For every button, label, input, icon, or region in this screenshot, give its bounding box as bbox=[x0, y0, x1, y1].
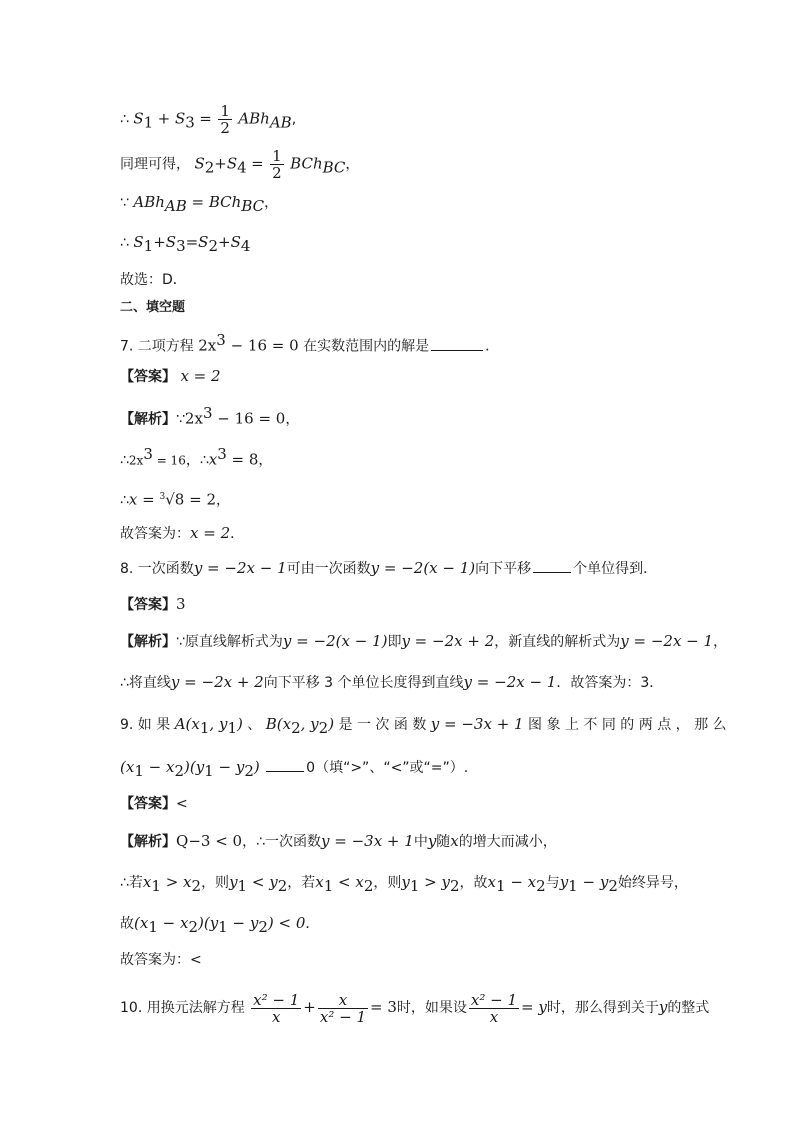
math-y: y bbox=[658, 998, 668, 1016]
math-product: − y bbox=[213, 758, 245, 776]
analysis-text: 始终异号， bbox=[617, 875, 688, 891]
analysis-text: ．故答案为：3． bbox=[556, 675, 664, 691]
q8-answer bbox=[120, 594, 186, 615]
therefore-symbol: ∴ bbox=[120, 235, 129, 251]
answer-label: 【答案】 bbox=[120, 369, 176, 385]
subscript: 1 bbox=[134, 761, 144, 780]
math-product: ) bbox=[253, 758, 260, 776]
superscript: 3 bbox=[217, 445, 227, 463]
subscript: 4 bbox=[237, 158, 247, 177]
analysis-text: ，则 bbox=[201, 875, 230, 891]
math-s: S bbox=[194, 154, 205, 173]
math-product: − y bbox=[227, 914, 259, 932]
because-symbol: ∵ bbox=[176, 411, 185, 428]
math-point-a: ) bbox=[236, 715, 243, 733]
answer-label: 【答案】 bbox=[120, 796, 176, 812]
subscript: 2 bbox=[363, 876, 374, 895]
math-line: y = −2x − 1 bbox=[463, 673, 557, 691]
math-line-1: y = −2x − 1 bbox=[193, 559, 287, 577]
subscript-ab: AB bbox=[269, 113, 292, 132]
math-plus-s: +S bbox=[214, 154, 238, 173]
math-x-eq-2: x = 2 bbox=[190, 524, 231, 542]
analysis-text: 即 bbox=[387, 634, 402, 650]
analysis-text: 的增大而减小， bbox=[458, 834, 557, 850]
math-product: − x bbox=[157, 914, 189, 932]
question-9-line-2 bbox=[120, 757, 468, 781]
subscript: 2 bbox=[191, 876, 202, 895]
math-x1: x bbox=[315, 873, 324, 891]
line-s2-s4 bbox=[120, 148, 359, 181]
math-2x: 2x bbox=[128, 453, 144, 468]
therefore-symbol: ∴ bbox=[120, 111, 129, 128]
math-abh: ABh bbox=[238, 109, 270, 128]
analysis-label: 【解析】 bbox=[120, 411, 176, 428]
q7-answer bbox=[120, 366, 221, 387]
subscript-bc: BC bbox=[241, 196, 265, 215]
math-gt-x2: > x bbox=[160, 873, 192, 891]
question-7 bbox=[120, 330, 499, 357]
answer-value: x = 2 bbox=[180, 367, 221, 385]
subscript: 1 bbox=[143, 113, 154, 132]
therefore-symbol: ∴ bbox=[120, 492, 129, 509]
math-x1: x bbox=[487, 873, 497, 891]
fraction-numerator: 1 bbox=[220, 102, 230, 120]
question-9-text: 是 一 次 函 数 bbox=[338, 717, 427, 733]
question-8-text: 个单位得到． bbox=[573, 561, 658, 577]
subscript: 1 bbox=[568, 876, 578, 895]
fraction-2 bbox=[318, 992, 368, 1025]
math-minus-16: − 16 = 0 bbox=[212, 409, 286, 428]
q7-analysis-2 bbox=[120, 444, 272, 471]
text-similarly: 同理可得， bbox=[120, 156, 190, 173]
because-symbol: ∵ bbox=[120, 195, 129, 211]
math-x-eq: x = bbox=[128, 490, 160, 509]
punctuation: ， bbox=[345, 156, 360, 173]
subscript: 3 bbox=[176, 236, 186, 255]
math-s: S bbox=[133, 233, 144, 251]
math-line: y = −3x + 1 bbox=[430, 715, 524, 733]
question-10-text: 时，那么得到关于 bbox=[546, 1000, 659, 1016]
subscript: 2 bbox=[244, 761, 254, 780]
question-9 bbox=[120, 714, 727, 738]
math-product: )(y bbox=[197, 914, 219, 932]
math-point-b: B(x bbox=[265, 715, 292, 733]
answer-blank bbox=[533, 558, 571, 573]
q7-analysis-4 bbox=[120, 523, 244, 544]
math-eq-8: = 8 bbox=[226, 450, 259, 469]
question-8-text: 可由一次函数 bbox=[286, 561, 371, 577]
answer-label: 【答案】 bbox=[120, 597, 176, 613]
subscript: 1 bbox=[151, 876, 161, 895]
question-10-prefix: 10. 用换元法解方程 bbox=[120, 1000, 245, 1016]
subscript: 1 bbox=[204, 761, 214, 780]
math-point-b: ) bbox=[328, 715, 335, 733]
fraction-denominator: x bbox=[272, 1007, 281, 1026]
punctuation: ， bbox=[264, 195, 279, 211]
math-line: y = −2x − 1 bbox=[620, 632, 714, 650]
text-answer-is: 故答案为： bbox=[120, 526, 190, 542]
therefore-symbol: ∴ bbox=[120, 452, 129, 469]
math-point-a: , y bbox=[209, 715, 228, 733]
fraction-numerator: x² − 1 bbox=[470, 990, 518, 1009]
math-y: y bbox=[427, 832, 437, 850]
subscript: 1 bbox=[227, 718, 237, 737]
subscript: 2 bbox=[174, 761, 184, 780]
subscript: 2 bbox=[277, 876, 288, 895]
analysis-text: 随 bbox=[436, 834, 451, 850]
punctuation: , bbox=[291, 111, 297, 128]
q8-analysis-1 bbox=[120, 631, 727, 652]
math-plus-s: +S bbox=[218, 233, 241, 251]
subscript: 2 bbox=[450, 876, 460, 895]
math-inequality: −3 < 0 bbox=[188, 832, 243, 850]
line-s1-s3 bbox=[120, 103, 296, 136]
question-10-text: 的整式 bbox=[667, 1000, 710, 1016]
math-2x: 2x bbox=[198, 336, 217, 355]
punctuation: ， bbox=[258, 452, 273, 469]
subscript: 2 bbox=[318, 718, 329, 737]
analysis-text: 故 bbox=[120, 916, 134, 932]
cube-root: √8 bbox=[165, 490, 185, 509]
fraction-numerator: x² − 1 bbox=[253, 990, 300, 1009]
math-bch: BCh bbox=[290, 154, 323, 173]
subscript: 1 bbox=[496, 876, 506, 895]
fraction-denominator: 2 bbox=[220, 119, 230, 137]
analysis-label: 【解析】 bbox=[120, 634, 176, 650]
math-line: y = −2x + 2 bbox=[170, 673, 264, 691]
math-equals: = bbox=[251, 154, 264, 173]
math-product: (x bbox=[134, 914, 149, 932]
math-2x: 2x bbox=[184, 409, 203, 428]
math-x1: x bbox=[142, 873, 152, 891]
punctuation: ， bbox=[216, 492, 230, 509]
question-7-prefix: 7. 二项方程 bbox=[120, 338, 194, 355]
question-8-prefix: 8. 一次函数 bbox=[120, 561, 194, 577]
math-minus-16: − 16 = 0 bbox=[225, 336, 299, 355]
separator: 、 bbox=[247, 717, 262, 733]
math-eq-3: = 3 bbox=[370, 998, 397, 1016]
math-equals: = bbox=[199, 109, 212, 128]
analysis-text: 中 bbox=[413, 834, 428, 850]
math-minus-x2: − x bbox=[505, 873, 537, 891]
question-9-text: 0（填“>”、“<”或“=”）. bbox=[306, 760, 469, 776]
fraction-half bbox=[270, 148, 284, 181]
math-line: y = −3x + 1 bbox=[321, 832, 414, 850]
answer-blank bbox=[266, 757, 304, 772]
q7-analysis-1 bbox=[120, 403, 299, 430]
question-8-text: 向下平移 bbox=[475, 561, 532, 577]
math-line: y = −2(x − 1) bbox=[282, 632, 388, 650]
math-minus-y2: − y bbox=[577, 873, 609, 891]
subscript: 2 bbox=[536, 876, 546, 895]
math-plus-s: +S bbox=[153, 233, 177, 251]
analysis-text: 与 bbox=[545, 875, 560, 891]
math-y1: y bbox=[229, 873, 238, 891]
fraction-half bbox=[218, 103, 232, 136]
answer-value: < bbox=[176, 796, 188, 812]
subscript: 1 bbox=[199, 718, 210, 737]
subscript: 1 bbox=[148, 917, 158, 936]
fraction-denominator: 2 bbox=[272, 164, 282, 182]
math-eq-y: = y bbox=[521, 998, 547, 1016]
math-eq-s: =S bbox=[185, 233, 209, 251]
punctuation: ． bbox=[230, 526, 245, 542]
q9-answer bbox=[120, 794, 188, 814]
analysis-text: ∵原直线解析式为 bbox=[176, 634, 283, 650]
subscript: 2 bbox=[608, 876, 618, 895]
math-product: ) < 0 bbox=[267, 914, 306, 932]
analysis-label: 【解析】 bbox=[120, 834, 176, 850]
math-eq-bch: = BCh bbox=[186, 193, 242, 211]
math-line-2: y = −2(x − 1) bbox=[370, 559, 476, 577]
analysis-text: 向下平移 3 个单位长度得到直线 bbox=[263, 675, 464, 691]
section-heading: 二、填空题 bbox=[120, 300, 186, 315]
q9-analysis-4: 故答案为：< bbox=[120, 952, 202, 968]
subscript: 4 bbox=[240, 236, 251, 255]
line-conclusion bbox=[120, 232, 250, 256]
subscript: 2 bbox=[188, 917, 198, 936]
math-point-b: , y bbox=[300, 715, 319, 733]
math-eq-16: = 16 bbox=[152, 453, 186, 468]
math-point-a: A(x bbox=[174, 715, 200, 733]
math-line: y = −2x + 2 bbox=[401, 632, 495, 650]
punctuation: ， bbox=[713, 634, 728, 650]
math-y1: y bbox=[401, 873, 410, 891]
fraction-numerator: 1 bbox=[272, 147, 282, 165]
punctuation: ． bbox=[305, 916, 320, 932]
q9-analysis-3 bbox=[120, 913, 319, 937]
answer-choice-line: 故选：D． bbox=[120, 272, 187, 288]
fraction-numerator: x bbox=[318, 992, 368, 1009]
analysis-text: ∴将直线 bbox=[120, 675, 171, 691]
question-9-prefix: 9. 如 果 bbox=[120, 717, 171, 733]
math-gt-y2: > y bbox=[419, 873, 450, 891]
question-8 bbox=[120, 558, 657, 579]
question-10-text: 时，如果设 bbox=[396, 1000, 467, 1016]
fraction-3 bbox=[469, 992, 519, 1025]
subscript: 1 bbox=[323, 876, 334, 895]
subscript-ab: AB bbox=[164, 196, 187, 215]
q8-analysis-2 bbox=[120, 672, 663, 693]
math-product: )(y bbox=[183, 758, 205, 776]
analysis-text: ，故 bbox=[459, 875, 488, 891]
fraction-denominator: x² − 1 bbox=[319, 1007, 366, 1026]
subscript: 2 bbox=[258, 917, 268, 936]
subscript: 1 bbox=[218, 917, 228, 936]
q9-analysis-1 bbox=[120, 831, 557, 852]
subscript: 1 bbox=[409, 876, 420, 895]
math-lt-y2: < y bbox=[247, 873, 278, 891]
punctuation: ， bbox=[285, 411, 300, 428]
superscript: 3 bbox=[143, 445, 153, 463]
analysis-text: ，新直线的解析式为 bbox=[494, 634, 621, 650]
q9-analysis-2 bbox=[120, 872, 688, 896]
analysis-text: ，∴一次函数 bbox=[242, 834, 321, 850]
math-plus: + bbox=[303, 998, 316, 1016]
root-index: 3 bbox=[159, 492, 166, 502]
subscript: 1 bbox=[143, 236, 154, 255]
because-symbol: Q bbox=[176, 832, 189, 850]
question-10 bbox=[120, 990, 709, 1025]
math-product: − x bbox=[143, 758, 175, 776]
math-eq-2: = 2 bbox=[184, 490, 216, 509]
math-product: (x bbox=[120, 758, 135, 776]
subscript: 2 bbox=[208, 236, 219, 255]
fraction-denominator: x bbox=[489, 1007, 499, 1026]
subscript: 3 bbox=[185, 113, 195, 132]
answer-value: 3 bbox=[176, 595, 186, 613]
fraction-1 bbox=[251, 992, 301, 1025]
math-abh: ABh bbox=[133, 193, 165, 211]
analysis-text: ，若 bbox=[287, 875, 316, 891]
q7-analysis-3 bbox=[120, 487, 230, 511]
line-because bbox=[120, 192, 278, 216]
math-y1: y bbox=[559, 873, 569, 891]
math-x: x bbox=[208, 450, 218, 469]
question-9-text: 图 象 上 不 同 的 两 点 ， 那 么 bbox=[528, 717, 727, 733]
question-7-text: 在实数范围内的解是 bbox=[303, 338, 430, 355]
analysis-text: ，则 bbox=[373, 875, 402, 891]
subscript: 1 bbox=[237, 876, 248, 895]
math-x: x bbox=[450, 832, 459, 850]
math-plus-s: + S bbox=[157, 109, 186, 128]
analysis-text: ∴若 bbox=[120, 875, 143, 891]
therefore-symbol: ，∴ bbox=[185, 452, 209, 469]
math-s: S bbox=[133, 109, 144, 128]
subscript: 2 bbox=[204, 158, 215, 177]
punctuation: ． bbox=[485, 338, 500, 355]
superscript: 3 bbox=[202, 404, 213, 422]
math-lt-x2: < x bbox=[333, 873, 364, 891]
subscript: 2 bbox=[291, 718, 301, 737]
superscript: 3 bbox=[216, 331, 226, 349]
subscript-bc: BC bbox=[322, 158, 346, 177]
answer-blank bbox=[431, 336, 483, 351]
